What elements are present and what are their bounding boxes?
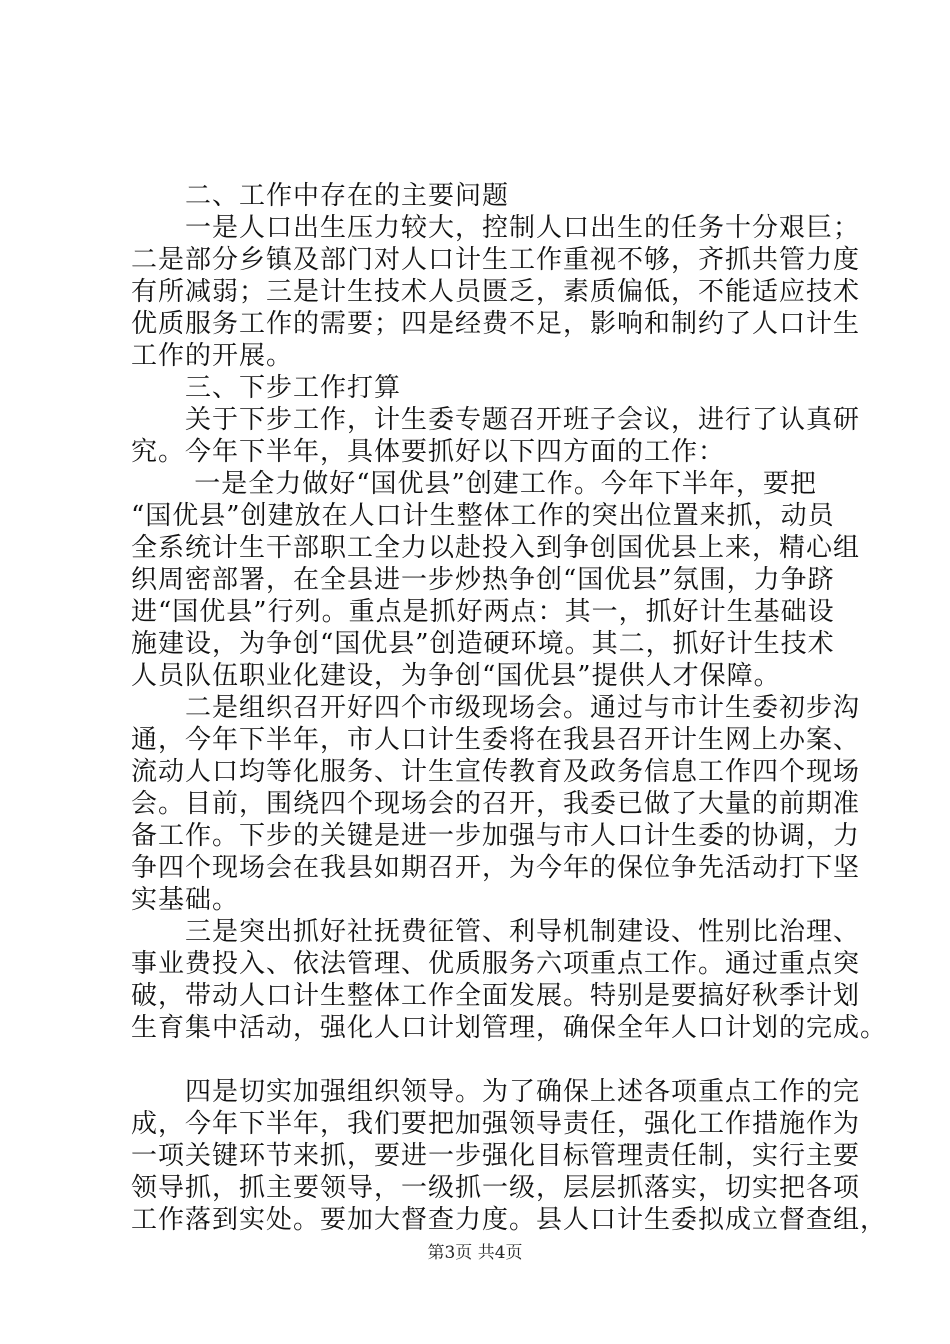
paragraph-line: 究。今年下半年，具体要抓好以下四方面的工作：	[131, 437, 726, 467]
paragraph-line: 争四个现场会在我县如期召开，为今年的保位争先活动打下坚	[131, 853, 861, 883]
paragraph-line: 人员队伍职业化建设，为争创“国优县”提供人才保障。	[131, 661, 781, 691]
paragraph-line: 进“国优县”行列。重点是抓好两点：其一，抓好计生基础设	[131, 597, 835, 627]
page-number-footer: 第3页 共4页	[427, 1243, 523, 1263]
paragraph-line: 工作的开展。	[131, 341, 294, 371]
paragraph-line: 通，今年下半年，市人口计生委将在我县召开计生网上办案、	[131, 725, 861, 755]
paragraph-line: 优质服务工作的需要；四是经费不足，影响和制约了人口计生	[131, 309, 861, 339]
paragraph-line: 四是切实加强组织领导。为了确保上述各项重点工作的完	[131, 1077, 861, 1107]
section-heading: 二、工作中存在的主要问题	[131, 181, 510, 211]
paragraph-line: 二是部分乡镇及部门对人口计生工作重视不够，齐抓共管力度	[131, 245, 861, 275]
paragraph-line: 会。目前，围绕四个现场会的召开，我委已做了大量的前期准	[131, 789, 861, 819]
paragraph-line: 一是全力做好“国优县”创建工作。今年下半年，要把	[131, 469, 817, 499]
paragraph-line: 施建设，为争创“国优县”创造硬环境。其二，抓好计生技术	[131, 629, 835, 659]
paragraph-line: 二是组织召开好四个市级现场会。通过与市计生委初步沟	[131, 693, 861, 723]
paragraph-line: 全系统计生干部职工全力以赴投入到争创国优县上来，精心组	[131, 533, 861, 563]
section-heading: 三、下步工作打算	[131, 373, 402, 403]
paragraph-line: 领导抓，抓主要领导，一级抓一级，层层抓落实，切实把各项	[131, 1173, 861, 1203]
paragraph-line: 事业费投入、依法管理、优质服务六项重点工作。通过重点突	[131, 949, 861, 979]
paragraph-line: 一项关键环节来抓，要进一步强化目标管理责任制，实行主要	[131, 1141, 861, 1171]
paragraph-line: 流动人口均等化服务、计生宣传教育及政务信息工作四个现场	[131, 757, 861, 787]
paragraph-line: 实基础。	[131, 885, 240, 915]
paragraph-line: 有所减弱；三是计生技术人员匮乏，素质偏低，不能适应技术	[131, 277, 861, 307]
paragraph-line: 备工作。下步的关键是进一步加强与市人口计生委的协调，力	[131, 821, 861, 851]
paragraph-line: 一是人口出生压力较大，控制人口出生的任务十分艰巨；	[131, 213, 861, 243]
paragraph-line: 成，今年下半年，我们要把加强领导责任，强化工作措施作为	[131, 1109, 861, 1139]
paragraph-line: 破，带动人口计生整体工作全面发展。特别是要搞好秋季计划	[131, 981, 861, 1011]
paragraph-line: 三是突出抓好社抚费征管、利导机制建设、性别比治理、	[131, 917, 861, 947]
paragraph-line: 织周密部署，在全县进一步炒热争创“国优县”氛围，力争跻	[131, 565, 835, 595]
paragraph-line: 生育集中活动，强化人口计划管理，确保全年人口计划的完成。	[131, 1013, 888, 1043]
paragraph-line: “国优县”创建放在人口计生整体工作的突出位置来抓，动员	[131, 501, 835, 531]
paragraph-line: 关于下步工作，计生委专题召开班子会议，进行了认真研	[131, 405, 861, 435]
paragraph-line: 工作落到实处。要加大督查力度。县人口计生委拟成立督查组，	[131, 1205, 888, 1235]
